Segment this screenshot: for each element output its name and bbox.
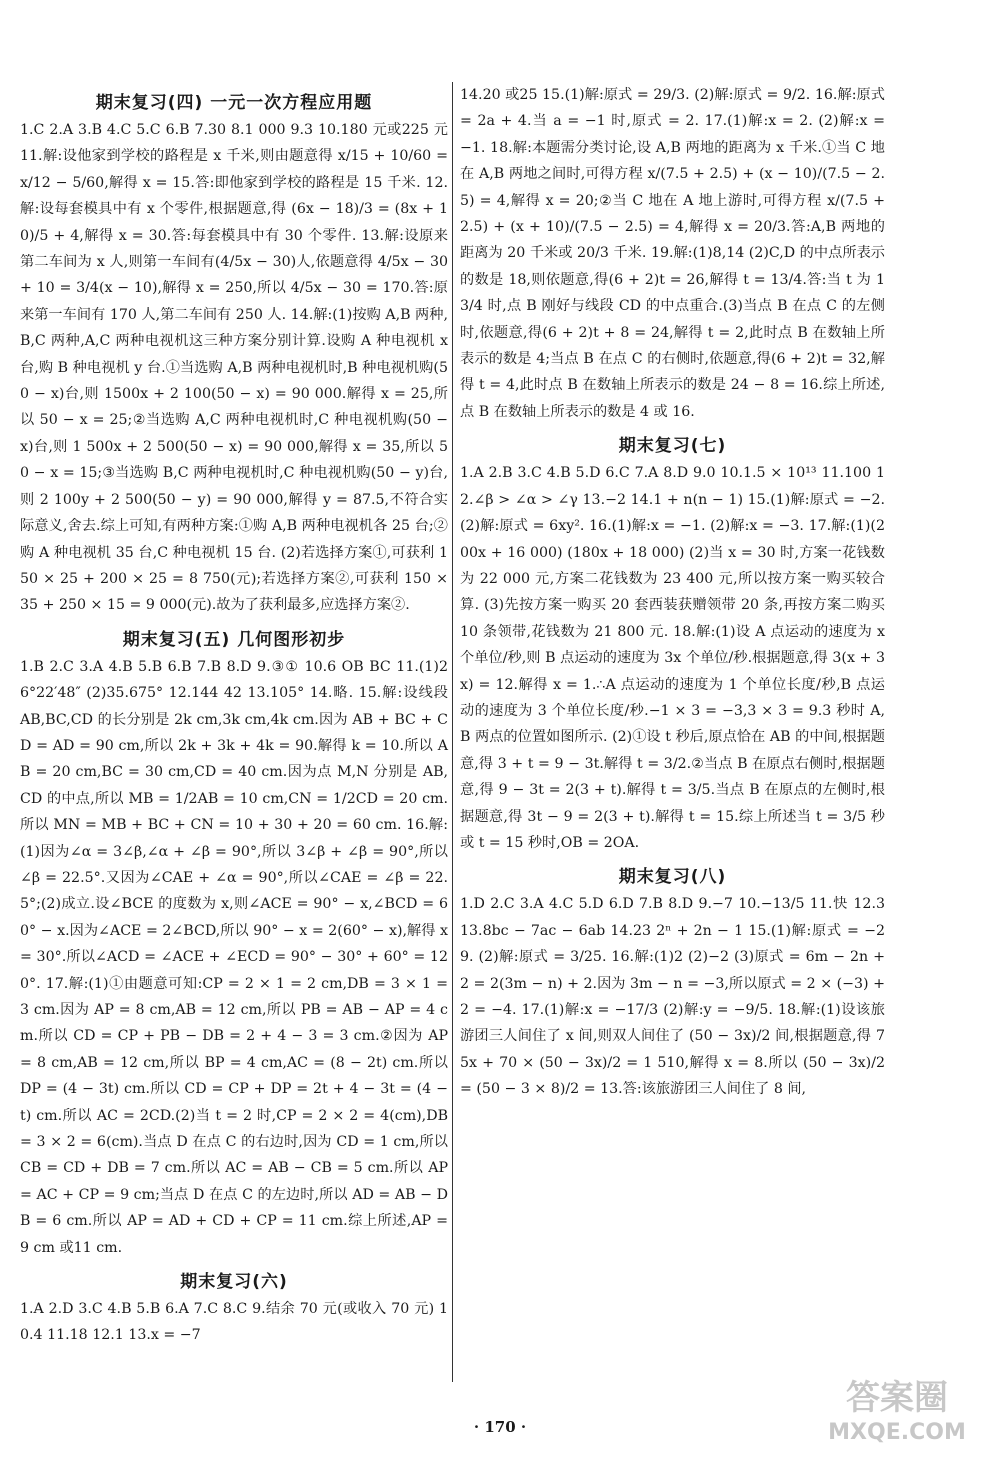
section-title: 期末复习(八)	[618, 867, 727, 888]
section-body: 14.20 或25 15.(1)解:原式 = 29/3. (2)解:原式 = 9/2. 16.解:原式 = 2a + 4.当 a = −1 时,原式 = 2. 17.(1)解:x = 2. (2)解:x = −1. 18.解:本题需分类讨论,设 A,B 两地的距离为 x 千米.①当 C 地在 A,B 两地之间时,可得方程 x/(7.5 + 2.5) + (x − 10)/(7.5 − 2.5) = 4,解得 x = 20;②当 C 地在 A 地上游时,可得方程 x/(7.5 + 2.5) + (x + 10)/(7.5 − 2.5) = 4,解得 x = 20/3.答:A,B 两地的距离为 20 千米或 20/3 千米. 19.解:(1)8,14 (2)C,D 的中点所表示的数是 18,则依题意,得(6 + 2)t = 26,解得 t = 13/4.答:当 t 为 13/4 时,点 B 刚好与线段 CD 的中点重合.(3)当点 B 在点 C 的左侧时,依题意,得(6 + 2)t + 8 = 24,解得 t = 2,此时点 B 在数轴上所表示的数是 4;当点 B 在点 C 的右侧时,依题意,得(6 + 2)t = 32,解得 t = 4,此时点 B 在数轴上所表示的数是 24 − 8 = 16.综上所述,点 B 在数轴上所表示的数是 4 或 16.	[460, 87, 885, 420]
section-title: 期末复习(七)	[618, 436, 727, 457]
column-divider	[452, 82, 453, 1382]
section-body: 1.A 2.B 3.C 4.B 5.D 6.C 7.A 8.D 9.0 10.1.5 × 10¹³ 11.100 12.∠β > ∠α > ∠γ 13.−2 14.1 + n(n − 1) 15.(1)解:原式 = −2. (2)解:原式 = 6xy². 16.(1)解:x = −1. (2)解:x = −3. 17.解:(1)(200x + 16 000) (180x + 18 000) (2)当 x = 30 时,方案一花钱数为 22 000 元,方案二花钱数为 23 400 元,所以按方案一购买较合算. (3)先按方案一购买 20 套西装获赠领带 20 条,再按方案二购买 10 条领带,花钱数为 21 800 元. 18.解:(1)设 A 点运动的速度为 x 个单位/秒,则 B 点运动的速度为 3x 个单位/秒.根据题意,得 3(x + 3x) = 12.解得 x = 1.∴A 点运动的速度为 1 个单位长度/秒,B 点运动的速度为 3 个单位长度/秒.−1 × 3 = −3,3 × 3 = 9.3 秒时 A,B 两点的位置如图所示. (2)①设 t 秒后,原点恰在 AB 的中间,根据题意,得 3 + t = 9 − 3t.解得 t = 3/2.②当点 B 在原点右侧时,根据题意,得 9 − 3t = 2(3 + t).解得 t = 3/5.当点 B 在原点的左侧时,根据题意,得 3t − 9 = 2(3 + t).解得 t = 15.综上所述当 t = 3/5 秒或 t = 15 秒时,OB = 2OA.	[460, 465, 885, 851]
section-title: 期末复习(五) 几何图形初步	[122, 629, 346, 650]
section-body: 1.D 2.C 3.A 4.C 5.D 6.D 7.B 8.D 9.−7 10.−13/5 11.快 12.3 13.8bc − 7ac − 6ab 14.23 2ⁿ + 2n − 1 15.(1)解:原式 = −29. (2)解:原式 = 3/25. 16.解:(1)2 (2)−2 (3)原式 = 6m − 2n + 2 = 2(3m − n) + 2.因为 3m − n = −3,所以原式 = 2 × (−3) + 2 = −4. 17.(1)解:x = −17/3 (2)解:y = −9/5. 18.解:(1)设该旅游团三人间住了 x 间,则双人间住了 (50 − 3x)/2 间,根据题意,得 75x + 70 × (50 − 3x)/2 = 1 510,解得 x = 8.所以 (50 − 3x)/2 = (50 − 3 × 8)/2 = 13.答:该旅游团三人间住了 8 间,	[460, 896, 885, 1098]
section-title: 期末复习(六)	[180, 1272, 288, 1293]
left-column	[20, 82, 448, 1349]
section-review-8	[460, 862, 885, 1102]
section-review-6-continued	[460, 82, 885, 425]
section-body: 1.A 2.D 3.C 4.B 5.B 6.A 7.C 8.C 9.结余 70 元(或收入 70 元) 10.4 11.18 12.1 13.x = −7	[20, 1301, 448, 1344]
section-body: 1.C 2.A 3.B 4.C 5.C 6.B 7.30 8.1 000 9.3 10.180 元或225 元 11.解:设他家到学校的路程是 x 千米,则由题意得 x/15 + 10/60 = x/12 − 5/60,解得 x = 15.答:即他家到学校的路程是 15 千米. 12.解:设每套模具中有 x 个零件,根据题意,得 (6x − 18)/3 = (8x + 10)/5 + 4,解得 x = 30.答:每套模具中有 30 个零件. 13.解:设原来第二车间为 x 人,则第一车间有(4/5x − 30)人,依题意得 4/5x − 30 + 10 = 3/4(x − 10),解得 x = 250,所以 4/5x − 30 = 170.答:原来第一车间有 170 人,第二车间有 250 人. 14.解:(1)按购 A,B 两种,B,C 两种,A,C 两种电视机这三种方案分别计算.设购 A 种电视机 x 台,购 B 种电视机 y 台.①当选购 A,B 两种电视机时,B 种电视机购(50 − x)台,则 1500x + 2 100(50 − x) = 90 000.解得 x = 25,所以 50 − x = 25;②当选购 A,C 两种电视机时,C 种电视机购(50 − x)台,则 1 500x + 2 500(50 − x) = 90 000,解得 x = 35,所以 50 − x = 15;③当选购 B,C 两种电视机时,C 种电视机购(50 − y)台,则 2 100y + 2 500(50 − y) = 90 000,解得 y = 87.5,不符合实际意义,舍去.综上可知,有两种方案:①购 A,B 两种电视机各 25 台;②购 A 种电视机 35 台,C 种电视机 15 台. (2)若选择方案①,可获利 150 × 25 + 200 × 25 = 8 750(元);若选择方案②,可获利 150 × 35 + 250 × 15 = 9 000(元).故为了获利最多,应选择方案②.	[20, 122, 448, 614]
right-column	[460, 82, 885, 1103]
watermark-url-text: MXQE.COM	[828, 1420, 966, 1445]
section-review-4	[20, 88, 448, 619]
watermark-logo	[812, 1371, 982, 1449]
section-title: 期末复习(四) 一元一次方程应用题	[95, 93, 373, 113]
watermark-logo-text: 答案圈	[846, 1378, 948, 1418]
section-body: 1.B 2.C 3.A 4.B 5.B 6.B 7.B 8.D 9.③① 10.6 OB BC 11.(1)26°22′48″ (2)35.675° 12.144 42 13.105° 14.略. 15.解:设线段 AB,BC,CD 的长分别是 2k cm,3k cm,4k cm.因为 AB + BC + CD = AD = 90 cm,所以 2k + 3k + 4k = 90.解得 k = 10.所以 AB = 20 cm,BC = 30 cm,CD = 40 cm.因为点 M,N 分别是 AB,CD 的中点,所以 MB = 1/2AB = 10 cm,CN = 1/2CD = 20 cm.所以 MN = MB + BC + CN = 10 + 30 + 20 = 60 cm. 16.解:(1)因为∠α = 3∠β,∠α + ∠β = 90°,所以 3∠β + ∠β = 90°,所以∠β = 22.5°.又因为∠CAE + ∠α = 90°,所以∠CAE = ∠β = 22.5°;(2)成立.设∠BCE 的度数为 x,则∠ACE = 90° − x,∠BCD = 60° − x.因为∠ACE = 2∠BCD,所以 90° − x = 2(60° − x),解得 x = 30°.所以∠ACD = ∠ACE + ∠ECD = 90° − 30° + 60° = 120°. 17.解:(1)①由题意可知:CP = 2 × 1 = 2 cm,DB = 3 × 1 = 3 cm.因为 AP = 8 cm,AB = 12 cm,所以 PB = AB − AP = 4 cm.所以 CD = CP + PB − DB = 2 + 4 − 3 = 3 cm.②因为 AP = 8 cm,AB = 12 cm,所以 BP = 4 cm,AC = (8 − 2t) cm.所以 DP = (4 − 3t) cm.所以 CD = CP + DP = 2t + 4 − 3t = (4 − t) cm.所以 AC = 2CD.(2)当 t = 2 时,CP = 2 × 2 = 4(cm),DB = 3 × 2 = 6(cm).当点 D 在点 C 的右边时,因为 CD = 1 cm,所以 CB = CD + DB = 7 cm.所以 AC = AB − CB = 5 cm.所以 AP = AC + CP = 9 cm;当点 D 在点 C 的左边时,所以 AD = AB − DB = 6 cm.所以 AP = AD + CD + CP = 11 cm.综上所述,AP = 9 cm 或11 cm.	[20, 658, 448, 1256]
section-review-7	[460, 431, 885, 856]
section-review-6	[20, 1267, 448, 1349]
page-number: · 170 ·	[473, 1418, 527, 1436]
section-review-5	[20, 625, 448, 1261]
